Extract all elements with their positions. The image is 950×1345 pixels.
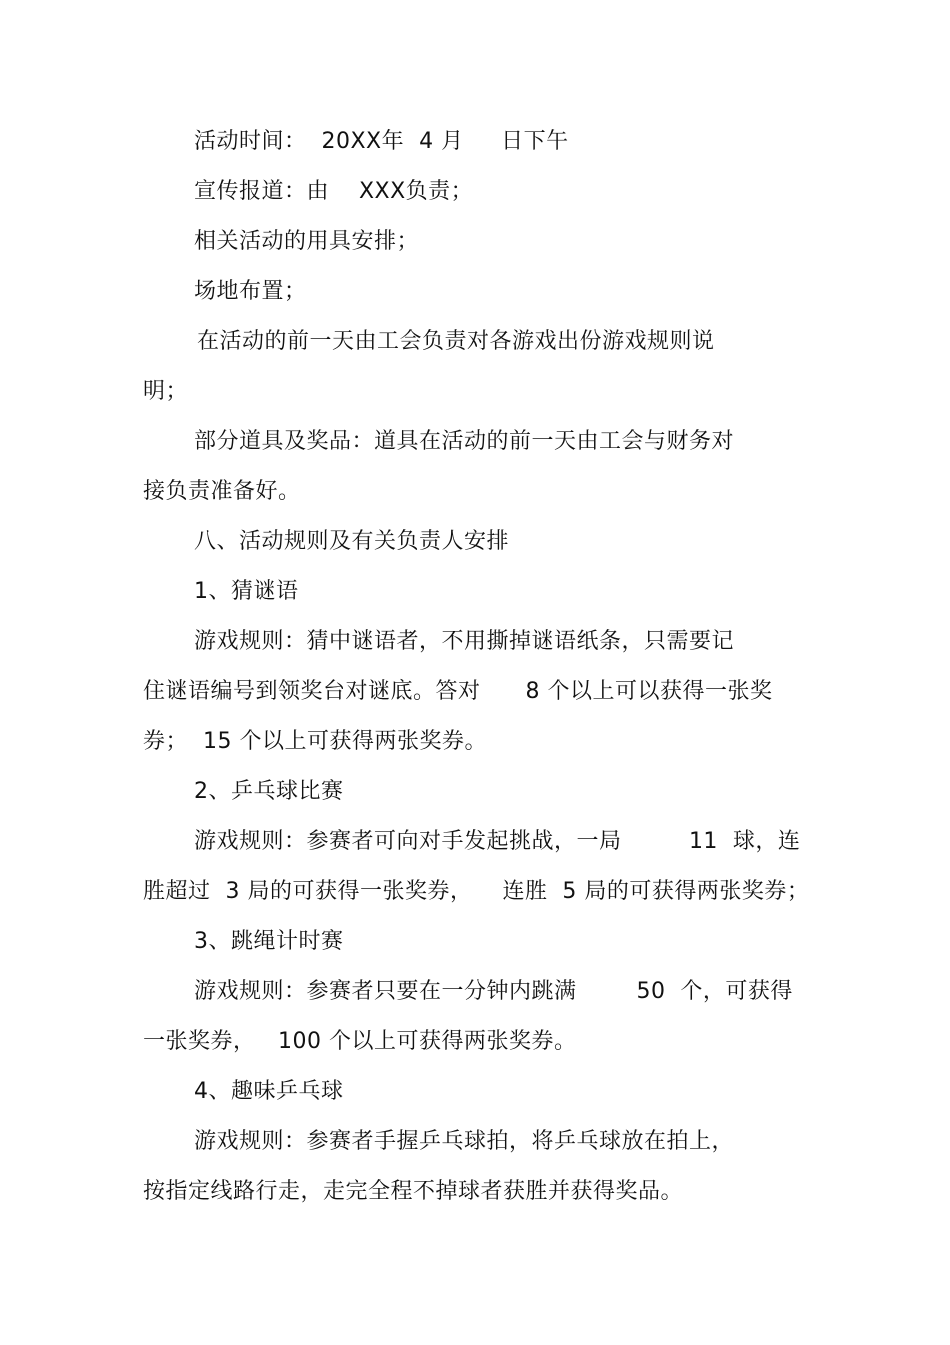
publicity-line: 宣传报道：由 XXX负责； bbox=[194, 179, 474, 204]
equipment-line: 相关活动的用具安排； bbox=[194, 229, 420, 254]
props-prizes-line-1: 部分道具及奖品：道具在活动的前一天由工会与财务对 bbox=[194, 429, 735, 454]
item-4-rules-line-2: 按指定线路行走，走完全程不掉球者获胜并获得奖品。 bbox=[143, 1179, 684, 1204]
activity-time-line: 活动时间： 20XX年 4 月 日下午 bbox=[194, 129, 569, 154]
item-2-heading: 2、乒乓球比赛 bbox=[194, 779, 344, 804]
venue-line: 场地布置； bbox=[194, 279, 307, 304]
section-heading: 八、活动规则及有关负责人安排 bbox=[194, 529, 510, 554]
item-4-heading: 4、趣味乒乓球 bbox=[194, 1079, 344, 1104]
rules-prep-line-2: 明； bbox=[143, 379, 189, 404]
rules-prep-line-1: 在活动的前一天由工会负责对各游戏出份游戏规则说 bbox=[197, 329, 715, 354]
item-2-rules-line-2: 胜超过 3 局的可获得一张奖券， 连胜 5 局的可获得两张奖券； bbox=[143, 879, 810, 904]
item-1-rules-line-3: 券； 15 个以上可获得两张奖券。 bbox=[143, 729, 487, 754]
item-1-heading: 1、猜谜语 bbox=[194, 579, 299, 604]
item-4-rules-line-1: 游戏规则：参赛者手握乒乓球拍，将乒乓球放在拍上， bbox=[194, 1129, 735, 1154]
item-3-rules-line-2: 一张奖券， 100 个以上可获得两张奖券。 bbox=[143, 1029, 577, 1054]
item-1-rules-line-1: 游戏规则：猜中谜语者，不用撕掉谜语纸条，只需要记 bbox=[194, 629, 735, 654]
item-3-rules-line-1: 游戏规则：参赛者只要在一分钟内跳满 50 个，可获得 bbox=[194, 979, 793, 1004]
item-1-rules-line-2: 住谜语编号到领奖台对谜底。答对 8 个以上可以获得一张奖 bbox=[143, 679, 773, 704]
props-prizes-line-2: 接负责准备好。 bbox=[143, 479, 301, 504]
item-3-heading: 3、跳绳计时赛 bbox=[194, 929, 344, 954]
item-2-rules-line-1: 游戏规则：参赛者可向对手发起挑战，一局 11 球，连 bbox=[194, 829, 801, 854]
